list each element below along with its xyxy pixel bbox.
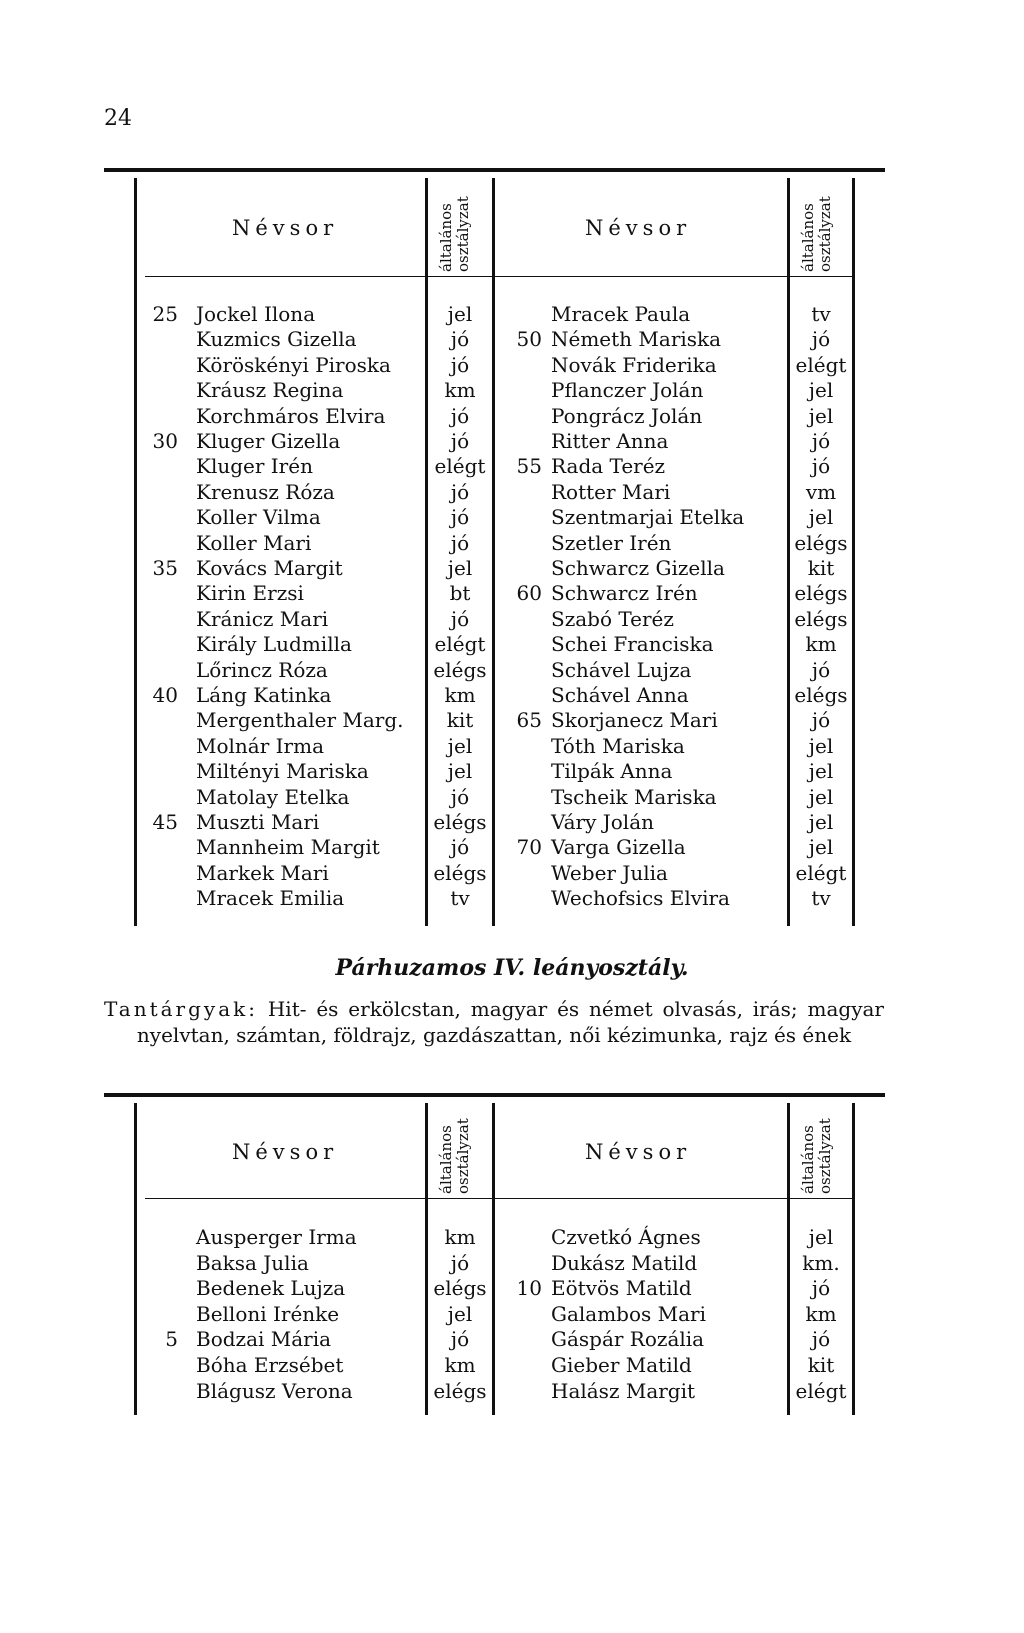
student-name: Novák Friderika bbox=[551, 352, 717, 377]
student-name: Váry Jolán bbox=[551, 810, 655, 834]
student-name: Skorjanecz Mari bbox=[551, 708, 718, 733]
table-row bbox=[0, 785, 1024, 810]
student-name: Weber Julia bbox=[551, 860, 668, 885]
grade-value: elégs bbox=[794, 606, 848, 631]
grade-value: elégt bbox=[434, 454, 486, 479]
table-row bbox=[0, 1276, 1024, 1301]
grade-value: km bbox=[444, 1353, 476, 1377]
grade-value: jó bbox=[450, 505, 470, 530]
table-row bbox=[0, 531, 1024, 556]
student-name: Szabó Teréz bbox=[551, 606, 674, 631]
student-name: Koller Mari bbox=[196, 530, 312, 555]
grade-value: elégs bbox=[433, 860, 487, 885]
grade-value: jó bbox=[450, 1250, 470, 1275]
student-name: Rotter Mari bbox=[551, 479, 671, 504]
table2-header-rule bbox=[145, 1198, 853, 1199]
grade-value: jó bbox=[811, 1276, 831, 1301]
student-name: Baksa Julia bbox=[196, 1250, 309, 1275]
student-name: Gieber Matild bbox=[551, 1353, 692, 1377]
grade-value: elégt bbox=[434, 632, 486, 657]
row-number: 60 bbox=[516, 581, 542, 606]
student-name: Németh Mariska bbox=[551, 327, 722, 352]
grade-value: tv bbox=[450, 886, 470, 911]
grade-value: elégs bbox=[794, 683, 848, 707]
table-row bbox=[0, 1327, 1024, 1352]
student-name: Lőrincz Róza bbox=[196, 657, 328, 682]
grade-value: bt bbox=[449, 581, 471, 606]
subjects-lead: Tantárgyak: bbox=[104, 997, 258, 1021]
grade-value: km bbox=[805, 1301, 837, 1326]
student-name: Schwarcz Irén bbox=[551, 581, 698, 606]
student-name: Halász Margit bbox=[551, 1378, 696, 1403]
table1-left-grade-header: általános osztályzat bbox=[437, 196, 472, 272]
student-name: Matolay Etelka bbox=[196, 784, 350, 809]
grade-value: jel bbox=[447, 759, 473, 784]
grade-value: jó bbox=[450, 606, 470, 631]
student-name: Kluger Irén bbox=[196, 454, 313, 479]
grade-value: km bbox=[444, 683, 476, 707]
student-name: Rada Teréz bbox=[551, 454, 666, 479]
grade-value: jó bbox=[450, 835, 470, 860]
table1-right-grade-header: általános osztályzat bbox=[799, 196, 834, 272]
grade-value: vm bbox=[805, 479, 837, 504]
grade-value: jel bbox=[808, 1225, 834, 1249]
grade-value: kit bbox=[807, 556, 835, 580]
table-row bbox=[0, 759, 1024, 784]
table-row bbox=[0, 327, 1024, 352]
grade-value: elégs bbox=[794, 581, 848, 606]
student-name: Köröskényi Piroska bbox=[196, 352, 391, 377]
student-name: Dukász Matild bbox=[551, 1250, 698, 1275]
grade-value: jel bbox=[808, 733, 834, 758]
table-row bbox=[0, 708, 1024, 733]
grade-value: jel bbox=[447, 302, 473, 326]
grade-value: elégs bbox=[433, 657, 487, 682]
student-name: Gáspár Rozália bbox=[551, 1327, 705, 1352]
table2-right-name-header: Névsor bbox=[585, 1140, 692, 1164]
grade-value: jó bbox=[450, 327, 470, 352]
student-name: Wechofsics Elvira bbox=[551, 886, 730, 911]
table-row bbox=[0, 835, 1024, 860]
grade-value: jó bbox=[450, 403, 470, 428]
row-number: 30 bbox=[152, 429, 178, 453]
row-number: 25 bbox=[152, 302, 178, 326]
student-name: Molnár Irma bbox=[196, 733, 324, 758]
student-name: Jockel Ilona bbox=[196, 302, 316, 326]
table1-header-rule bbox=[145, 276, 853, 277]
grade-value: jó bbox=[811, 708, 831, 733]
grade-value: jó bbox=[450, 479, 470, 504]
grade-value: jó bbox=[450, 530, 470, 555]
student-name: Mannheim Margit bbox=[196, 835, 380, 860]
grade-value: km. bbox=[802, 1250, 840, 1275]
grade-value: jel bbox=[808, 835, 834, 860]
student-name: Muszti Mari bbox=[196, 810, 320, 834]
grade-value: jel bbox=[447, 733, 473, 758]
table-row bbox=[0, 556, 1024, 581]
table1-left-name-header: Névsor bbox=[232, 216, 339, 240]
subjects-text: Hit- és erkölcstan, magyar és német olvasás, irás; magyar nyelvtan, számtan, földrajz, gazdászattan, női kézimunka, rajz és ének bbox=[136, 997, 884, 1047]
grade-value: km bbox=[444, 1225, 476, 1249]
grade-value: jó bbox=[811, 657, 831, 682]
student-name: Markek Mari bbox=[196, 860, 329, 885]
table-row bbox=[0, 658, 1024, 683]
student-name: Belloni Irénke bbox=[196, 1301, 340, 1326]
grade-value: jó bbox=[811, 327, 831, 352]
student-name: Ausperger Irma bbox=[196, 1225, 357, 1249]
grade-value: km bbox=[805, 632, 837, 657]
student-name: Schável Lujza bbox=[551, 657, 692, 682]
student-name: Tilpák Anna bbox=[551, 759, 673, 784]
grade-value: km bbox=[444, 378, 476, 403]
student-name: Korchmáros Elvira bbox=[196, 403, 386, 428]
table-row bbox=[0, 1225, 1024, 1250]
grade-value: jó bbox=[811, 1327, 831, 1352]
table-row bbox=[0, 1379, 1024, 1404]
grade-value: elégs bbox=[794, 530, 848, 555]
grade-value: jó bbox=[450, 429, 470, 453]
subjects-paragraph bbox=[104, 996, 884, 1048]
table2-left-name-header: Névsor bbox=[232, 1140, 339, 1164]
grade-value: elégt bbox=[795, 352, 847, 377]
grade-value: jel bbox=[447, 556, 473, 580]
grade-value: tv bbox=[811, 302, 831, 326]
page-number: 24 bbox=[104, 106, 132, 131]
row-number: 10 bbox=[516, 1276, 542, 1301]
student-name: Kráusz Regina bbox=[196, 378, 344, 403]
grade-value: jel bbox=[808, 505, 834, 530]
row-number: 50 bbox=[516, 327, 542, 352]
grade-value: elégs bbox=[433, 1276, 487, 1301]
grade-value: jó bbox=[811, 454, 831, 479]
student-name: Blágusz Verona bbox=[196, 1378, 353, 1403]
row-number: 70 bbox=[516, 835, 542, 860]
grade-value: jó bbox=[450, 352, 470, 377]
row-number: 55 bbox=[516, 454, 542, 479]
student-name: Bóha Erzsébet bbox=[196, 1353, 344, 1377]
student-name: Eötvös Matild bbox=[551, 1276, 692, 1301]
student-name: Mergenthaler Marg. bbox=[196, 708, 404, 733]
student-name: Schwarcz Gizella bbox=[551, 556, 725, 580]
table-row bbox=[0, 886, 1024, 911]
table-row bbox=[0, 734, 1024, 759]
student-name: Schei Franciska bbox=[551, 632, 714, 657]
student-name: Láng Katinka bbox=[196, 683, 332, 707]
student-name: Tscheik Mariska bbox=[551, 784, 717, 809]
table-row bbox=[0, 607, 1024, 632]
grade-value: elégt bbox=[795, 1378, 847, 1403]
table-row bbox=[0, 581, 1024, 606]
student-name: Kránicz Mari bbox=[196, 606, 329, 631]
grade-value: jó bbox=[450, 784, 470, 809]
student-name: Miltényi Mariska bbox=[196, 759, 369, 784]
table-row bbox=[0, 1353, 1024, 1378]
student-name: Tóth Mariska bbox=[551, 733, 685, 758]
student-name: Kirin Erzsi bbox=[196, 581, 304, 606]
table-row bbox=[0, 1302, 1024, 1327]
table2-right-grade-header: általános osztályzat bbox=[799, 1118, 834, 1194]
row-number: 65 bbox=[516, 708, 542, 733]
row-number: 45 bbox=[152, 810, 178, 834]
table-row bbox=[0, 810, 1024, 835]
grade-value: jel bbox=[808, 810, 834, 834]
grade-value: jó bbox=[811, 429, 831, 453]
grade-value: jel bbox=[447, 1301, 473, 1326]
student-name: Mracek Paula bbox=[551, 302, 691, 326]
table2-top-rule bbox=[104, 1093, 885, 1097]
grade-value: jel bbox=[808, 759, 834, 784]
table-row bbox=[0, 404, 1024, 429]
table-row bbox=[0, 454, 1024, 479]
student-name: Pflanczer Jolán bbox=[551, 378, 704, 403]
grade-value: kit bbox=[446, 708, 474, 733]
grade-value: jel bbox=[808, 784, 834, 809]
student-name: Mracek Emilia bbox=[196, 886, 345, 911]
grade-value: tv bbox=[811, 886, 831, 911]
student-name: Király Ludmilla bbox=[196, 632, 352, 657]
row-number: 40 bbox=[152, 683, 178, 707]
grade-value: elégt bbox=[795, 860, 847, 885]
student-name: Kuzmics Gizella bbox=[196, 327, 357, 352]
student-name: Czvetkó Ágnes bbox=[551, 1225, 701, 1249]
table-row bbox=[0, 429, 1024, 454]
section-title: Párhuzamos IV. leányosztály. bbox=[335, 955, 689, 981]
row-number: 35 bbox=[152, 556, 178, 580]
table2-left-grade-header: általános osztályzat bbox=[437, 1118, 472, 1194]
table-row bbox=[0, 480, 1024, 505]
row-number: 5 bbox=[165, 1327, 178, 1352]
student-name: Kovács Margit bbox=[196, 556, 343, 580]
table1-right-name-header: Névsor bbox=[585, 216, 692, 240]
student-name: Szetler Irén bbox=[551, 530, 672, 555]
student-name: Ritter Anna bbox=[551, 429, 669, 453]
grade-value: elégs bbox=[433, 1378, 487, 1403]
student-name: Schável Anna bbox=[551, 683, 689, 707]
student-name: Pongrácz Jolán bbox=[551, 403, 703, 428]
table-row bbox=[0, 378, 1024, 403]
student-name: Koller Vilma bbox=[196, 505, 321, 530]
student-name: Bodzai Mária bbox=[196, 1327, 332, 1352]
table-row bbox=[0, 505, 1024, 530]
grade-value: jel bbox=[808, 378, 834, 403]
student-name: Szentmarjai Etelka bbox=[551, 505, 745, 530]
grade-value: kit bbox=[807, 1353, 835, 1377]
table-row bbox=[0, 1251, 1024, 1276]
student-name: Bedenek Lujza bbox=[196, 1276, 346, 1301]
grade-value: jel bbox=[808, 403, 834, 428]
table-row bbox=[0, 861, 1024, 886]
student-name: Varga Gizella bbox=[551, 835, 686, 860]
table-row bbox=[0, 683, 1024, 708]
grade-value: jó bbox=[450, 1327, 470, 1352]
student-name: Kluger Gizella bbox=[196, 429, 341, 453]
grade-value: elégs bbox=[433, 810, 487, 834]
student-name: Krenusz Róza bbox=[196, 479, 335, 504]
table-row bbox=[0, 353, 1024, 378]
table-row bbox=[0, 302, 1024, 327]
table-row bbox=[0, 632, 1024, 657]
table1-top-rule bbox=[104, 168, 885, 172]
student-name: Galambos Mari bbox=[551, 1301, 707, 1326]
